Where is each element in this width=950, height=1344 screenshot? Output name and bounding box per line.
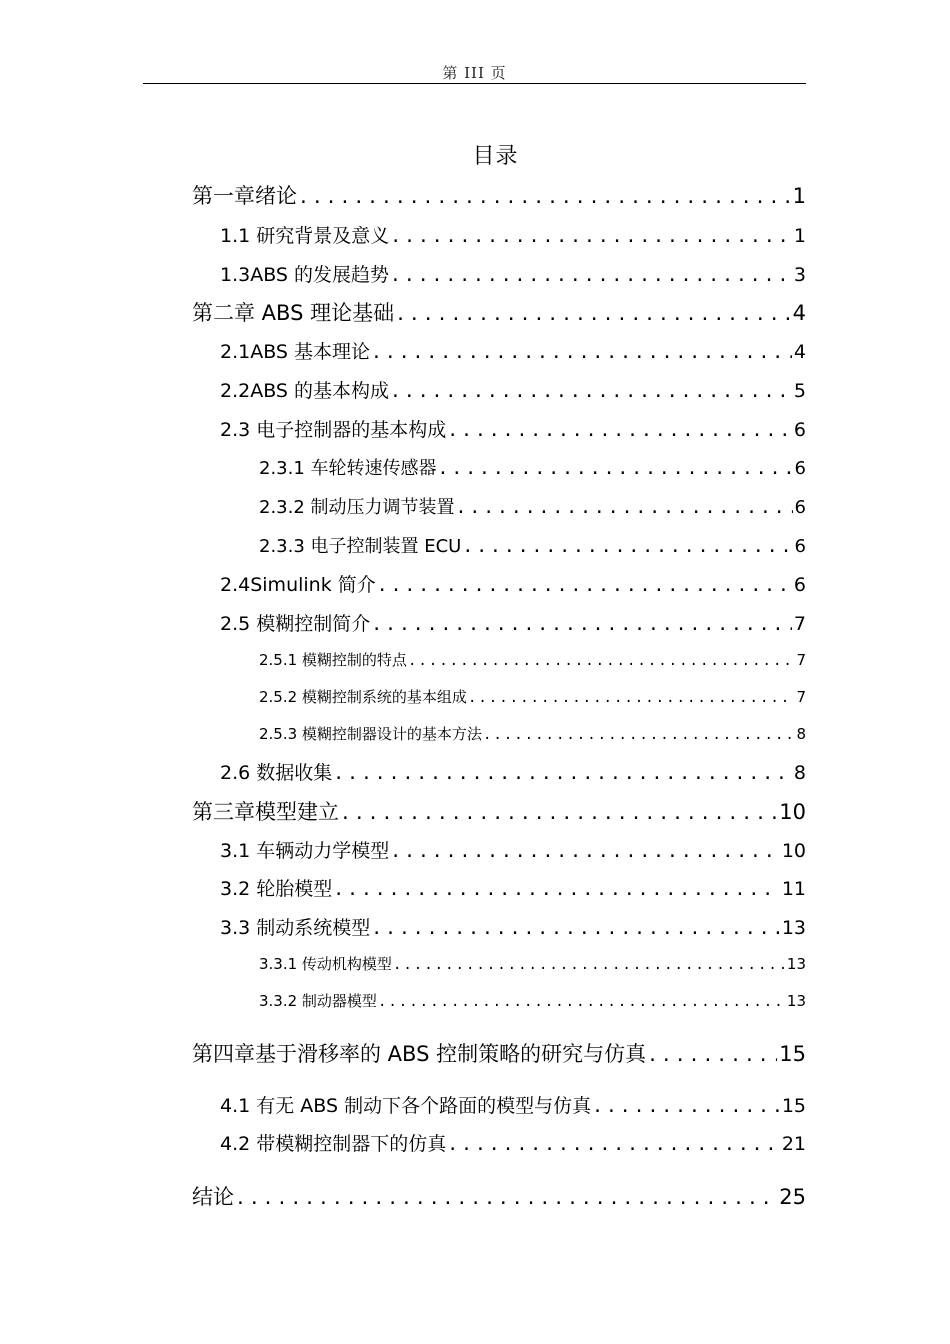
toc-entry-label: 2.3.1 车轮转速传感器 [259, 458, 437, 479]
toc-entry-page: 4 [793, 341, 806, 363]
leader-dots [456, 497, 793, 518]
leader-dots [468, 690, 795, 706]
toc-entry[interactable] [0, 376, 806, 403]
toc-entry-page: 13 [786, 992, 806, 1010]
toc-entry-page: 7 [796, 651, 806, 669]
toc-entry[interactable] [0, 874, 806, 901]
leader-dots [393, 957, 785, 973]
leader-dots [371, 918, 780, 939]
toc-entry-label: 2.2ABS 的基本构成 [220, 380, 390, 402]
leader-dots [438, 458, 793, 479]
toc-entry[interactable] [0, 609, 806, 636]
toc-entry-label: 3.3.1 传动机构模型 [259, 955, 392, 973]
leader-dots [371, 614, 792, 635]
toc-entry-label: 第一章绪论 [192, 184, 297, 208]
toc-entry-label: 2.5.1 模糊控制的特点 [259, 651, 407, 669]
toc-entry-page: 11 [781, 878, 806, 900]
toc-entry[interactable] [0, 686, 806, 707]
leader-dots [340, 803, 777, 824]
toc-entry[interactable] [0, 758, 806, 785]
leader-dots [390, 265, 792, 286]
toc-entry-label: 2.5.2 模糊控制系统的基本组成 [259, 688, 467, 706]
toc-entry-label: 2.6 数据收集 [220, 762, 333, 784]
toc-entry[interactable] [0, 180, 806, 210]
leader-dots [378, 994, 785, 1010]
leader-dots [408, 653, 795, 669]
toc-entry-label: 第四章基于滑移率的 ABS 控制策略的研究与仿真 [192, 1042, 647, 1066]
toc-entry[interactable] [0, 1091, 806, 1118]
toc-entry-page: 7 [793, 613, 806, 635]
toc-entry-page: 4 [792, 301, 806, 325]
toc-entry-label: 2.1ABS 基本理论 [220, 341, 371, 363]
leader-dots [390, 841, 780, 862]
toc-entry-label: 3.1 车辆动力学模型 [220, 840, 390, 862]
toc-entry[interactable] [0, 297, 806, 327]
toc-entry[interactable] [0, 1129, 806, 1156]
toc-entry-page: 13 [786, 955, 806, 973]
toc-entry-label: 4.1 有无 ABS 制动下各个路面的模型与仿真 [220, 1095, 592, 1117]
toc-entry-label: 2.3.3 电子控制装置 ECU [259, 536, 462, 557]
toc-entry-page: 7 [796, 688, 806, 706]
page-header: 第 III 页 [442, 64, 507, 82]
toc-entry-page: 3 [793, 264, 806, 286]
toc-entry-label: 4.2 带模糊控制器下的仿真 [220, 1133, 447, 1155]
leader-dots [377, 575, 792, 596]
toc-entry-label: 2.5 模糊控制简介 [220, 613, 371, 635]
toc-entry[interactable] [0, 260, 806, 287]
toc-entry-page: 6 [794, 536, 806, 557]
toc-entry-page: 15 [781, 1095, 806, 1117]
toc-entry-label: 1.3ABS 的发展趋势 [220, 264, 390, 286]
header-rule [143, 83, 806, 84]
leader-dots [483, 727, 795, 743]
toc-entry-label: 2.3.2 制动压力调节装置 [259, 497, 455, 518]
toc-entry[interactable] [0, 836, 806, 863]
toc-entry[interactable] [0, 913, 806, 940]
leader-dots [298, 187, 791, 208]
toc-entry[interactable] [0, 570, 806, 597]
toc-entry-page: 10 [779, 800, 806, 824]
toc-entry-page: 10 [781, 840, 806, 862]
leader-dots [647, 1045, 777, 1066]
toc-entry-label: 第二章 ABS 理论基础 [192, 301, 395, 325]
toc-entry[interactable] [0, 415, 806, 442]
toc-entry-label: 第三章模型建立 [192, 800, 339, 824]
toc-entry-label: 2.3 电子控制器的基本构成 [220, 419, 447, 441]
toc-entry[interactable] [0, 454, 806, 480]
toc-entry-page: 1 [793, 225, 806, 247]
toc-entry-page: 8 [793, 762, 806, 784]
leader-dots [333, 879, 780, 900]
toc-entry-page: 13 [781, 917, 806, 939]
toc-entry[interactable] [0, 1038, 806, 1068]
leader-dots [333, 763, 792, 784]
toc-entry[interactable] [0, 723, 806, 744]
toc-entry-label: 2.4Simulink 简介 [220, 574, 376, 596]
toc-entry-page: 6 [794, 458, 806, 479]
toc-entry[interactable] [0, 1181, 806, 1211]
toc-entry[interactable] [0, 532, 806, 558]
leader-dots [447, 1134, 780, 1155]
toc-entry[interactable] [0, 953, 806, 974]
leader-dots [462, 536, 792, 557]
toc-entry-page: 8 [796, 725, 806, 743]
toc-entry-label: 1.1 研究背景及意义 [220, 225, 390, 247]
toc-entry-page: 25 [779, 1185, 806, 1209]
leader-dots [447, 420, 792, 441]
leader-dots [371, 342, 792, 363]
toc-entry-page: 6 [793, 419, 806, 441]
toc-entry[interactable] [0, 493, 806, 519]
leader-dots [395, 304, 791, 325]
toc-entry-label: 2.5.3 模糊控制器设计的基本方法 [259, 725, 482, 743]
toc-entry-page: 15 [779, 1042, 806, 1066]
toc-entry[interactable] [0, 337, 806, 364]
toc-entry-label: 3.3 制动系统模型 [220, 917, 371, 939]
leader-dots [390, 226, 792, 247]
leader-dots [592, 1096, 780, 1117]
toc-entry-label: 3.3.2 制动器模型 [259, 992, 377, 1010]
toc-entry-label: 3.2 轮胎模型 [220, 878, 333, 900]
toc-entry[interactable] [0, 796, 806, 826]
toc-entry-page: 1 [792, 184, 806, 208]
toc-entry-label: 结论 [192, 1185, 234, 1209]
leader-dots [235, 1188, 777, 1209]
toc-entry[interactable] [0, 990, 806, 1011]
toc-entry-page: 6 [793, 574, 806, 596]
toc-entry-page: 5 [793, 380, 806, 402]
leader-dots [390, 381, 792, 402]
toc-entry[interactable] [0, 649, 806, 670]
toc-title: 目录 [472, 144, 519, 169]
toc-entry-page: 21 [781, 1133, 806, 1155]
toc-entry-page: 6 [794, 497, 806, 518]
toc-entry[interactable] [0, 221, 806, 248]
